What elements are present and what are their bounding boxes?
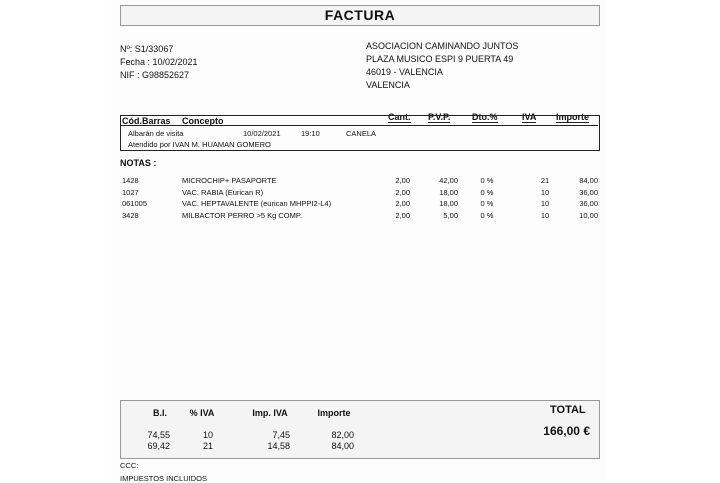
col-cod-barras: Cód.Barras bbox=[122, 116, 171, 126]
item-code: 1428 bbox=[122, 176, 139, 185]
invoice-date: Fecha : 10/02/2021 bbox=[120, 57, 198, 67]
invoice-page bbox=[110, 0, 606, 483]
visit-label: Albarán de visita bbox=[128, 129, 184, 138]
totals-header-bi: B.I. bbox=[152, 408, 167, 418]
visit-date: 10/02/2021 bbox=[243, 129, 281, 138]
item-iva: 10 bbox=[540, 188, 550, 197]
item-code: 1027 bbox=[122, 188, 139, 197]
totals-bi: 74,55 bbox=[147, 430, 170, 440]
client-province: VALENCIA bbox=[366, 80, 410, 90]
item-concept: MILBACTOR PERRO >5 Kg COMP. bbox=[182, 211, 302, 220]
item-pvp: 5,00 bbox=[443, 211, 458, 220]
invoice-title: FACTURA bbox=[324, 7, 396, 23]
totals-header-pct-iva: % IVA bbox=[189, 408, 215, 418]
item-importe: 36,00 bbox=[579, 199, 598, 208]
totals-imp-iva: 7,45 bbox=[272, 430, 290, 440]
item-dto: 0 % bbox=[480, 176, 494, 185]
item-qty: 2,00 bbox=[395, 199, 410, 208]
item-iva: 21 bbox=[540, 176, 550, 185]
item-concept: VAC. RABIA (Eurican R) bbox=[182, 188, 264, 197]
client-postcode-city: 46019 - VALENCIA bbox=[366, 67, 443, 77]
invoice-number: Nº: S1/33067 bbox=[120, 44, 174, 54]
total-value: 166,00 € bbox=[543, 424, 590, 438]
col-dto: Dto.% bbox=[472, 112, 498, 122]
client-name: ASOCIACION CAMINANDO JUNTOS bbox=[366, 41, 519, 51]
col-concepto: Concepto bbox=[182, 116, 224, 126]
totals-pct-iva: 21 bbox=[202, 441, 213, 451]
item-iva: 10 bbox=[540, 199, 550, 208]
item-dto: 0 % bbox=[480, 188, 494, 197]
item-iva: 10 bbox=[540, 211, 550, 220]
visit-time: 19:10 bbox=[301, 129, 320, 138]
item-pvp: 18,00 bbox=[439, 199, 458, 208]
item-dto: 0 % bbox=[480, 199, 494, 208]
visit-attended-by: Atendido por IVAN M. HUAMAN GOMERO bbox=[128, 140, 271, 149]
title-banner bbox=[120, 5, 600, 26]
item-concept: MICROCHIP+ PASAPORTE bbox=[182, 176, 277, 185]
item-code: 061005 bbox=[122, 199, 148, 208]
totals-importe: 82,00 bbox=[331, 430, 354, 440]
item-importe: 36,00 bbox=[579, 188, 598, 197]
notes-label: NOTAS : bbox=[120, 158, 157, 168]
client-address: PLAZA MUSICO ESPI 9 PUERTA 49 bbox=[366, 54, 514, 64]
item-concept: VAC. HEPTAVALENTE (eurican MHPPI2-L4) bbox=[182, 199, 332, 208]
item-pvp: 18,00 bbox=[439, 188, 458, 197]
total-label: TOTAL bbox=[550, 404, 586, 416]
col-iva: IVA bbox=[522, 112, 537, 122]
invoice-nif: NIF : G98852627 bbox=[120, 70, 190, 80]
item-qty: 2,00 bbox=[395, 211, 410, 220]
item-code: 3428 bbox=[122, 211, 139, 220]
visit-pet-name: CANELA bbox=[346, 129, 377, 138]
col-importe: Importe bbox=[556, 112, 590, 122]
item-qty: 2,00 bbox=[395, 188, 410, 197]
item-qty: 2,00 bbox=[395, 176, 410, 185]
col-cant: Cant. bbox=[388, 112, 411, 122]
totals-pct-iva: 10 bbox=[202, 430, 213, 440]
totals-header-imp-iva: Imp. IVA bbox=[252, 408, 288, 418]
totals-bi: 69,42 bbox=[147, 441, 170, 451]
footer-note: IMPUESTOS INCLUIDOS bbox=[120, 474, 207, 483]
item-importe: 84,00 bbox=[579, 176, 598, 185]
totals-header-importe: Importe bbox=[317, 408, 351, 418]
item-dto: 0 % bbox=[480, 211, 494, 220]
item-importe: 10,00 bbox=[579, 211, 598, 220]
totals-imp-iva: 14,58 bbox=[267, 441, 290, 451]
col-pvp: P.V.P. bbox=[428, 112, 451, 122]
item-pvp: 42,00 bbox=[439, 176, 458, 185]
ccc-label: CCC: bbox=[120, 461, 139, 470]
totals-importe: 84,00 bbox=[331, 441, 354, 451]
